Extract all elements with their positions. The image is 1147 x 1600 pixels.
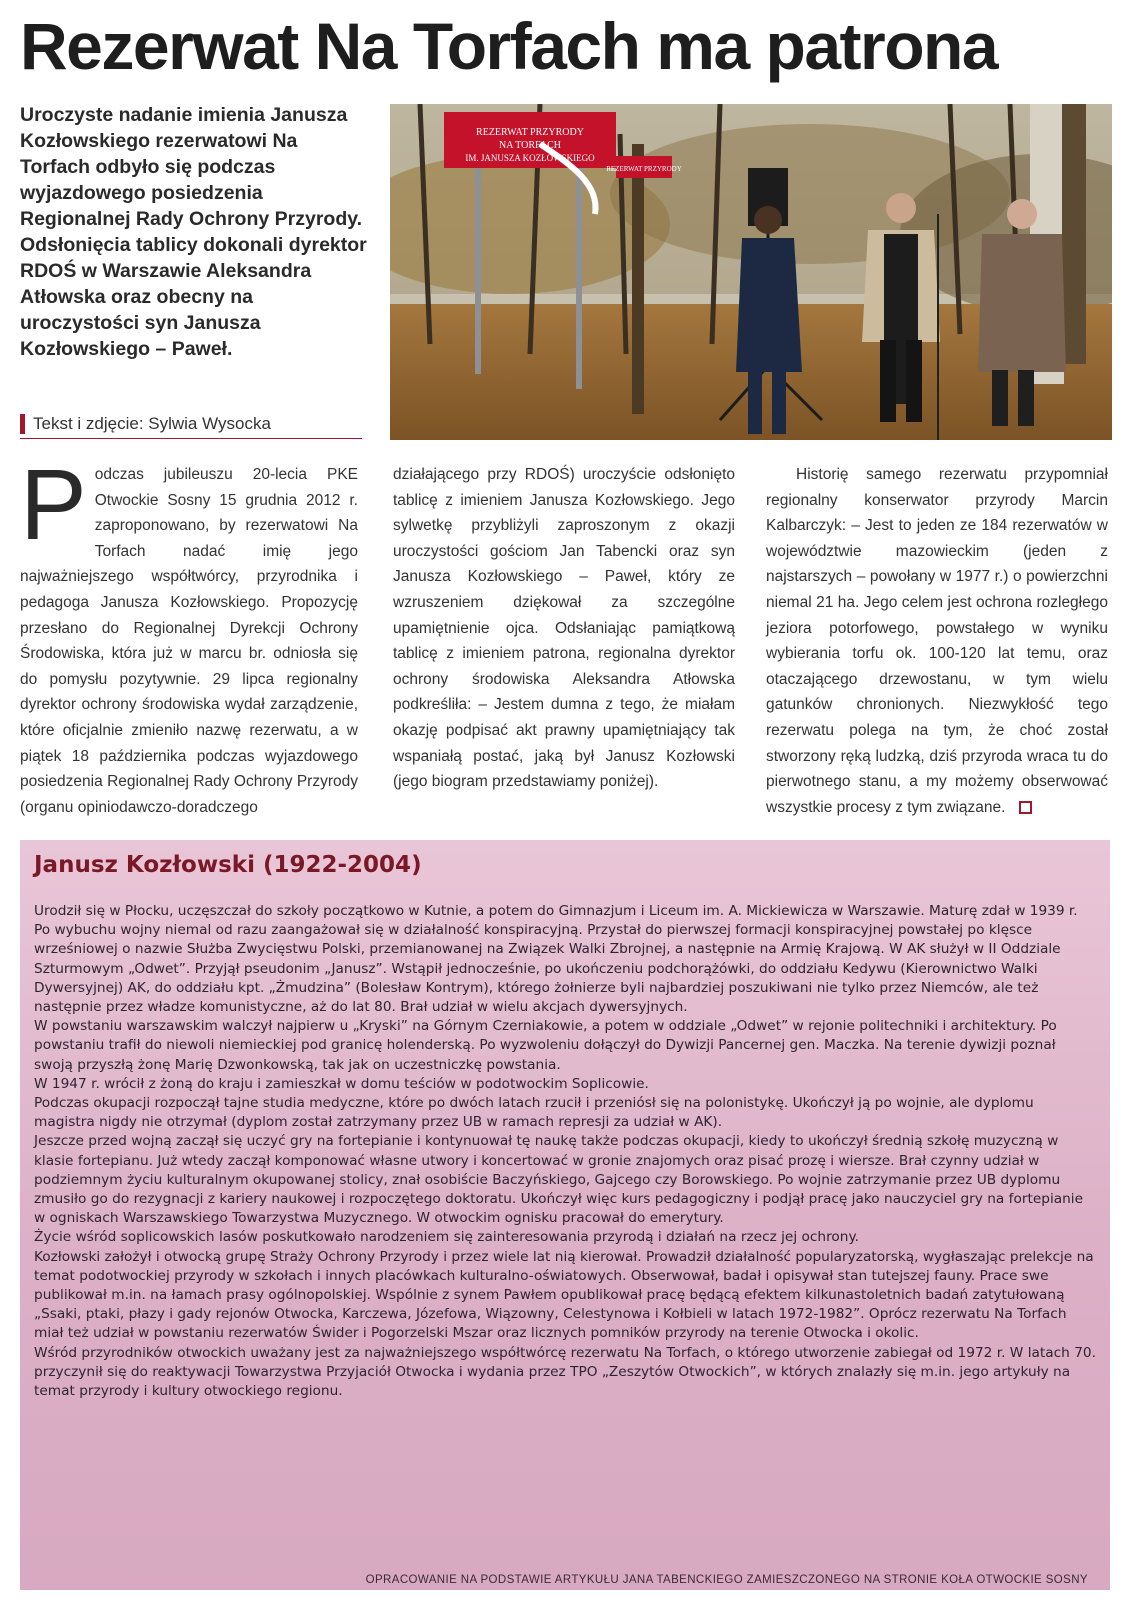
biography-source: OPRACOWANIE NA PODSTAWIE ARTYKUŁU JANA TABENCKIEGO ZAMIESZCZONEGO NA STRONIE KOŁA OTWOCKIE SOSNY bbox=[365, 1574, 1088, 1586]
biography-paragraph: Jeszcze przed wojną zaczął się uczyć gry na fortepianie i kontynuował tę naukę także podczas okupacji, kiedy to ukończył średnią szkołę muzyczną w klasie fortepianu. Już wtedy zaczął komponować własne utwory i koncertować w gronie znajomych oraz pisać prozę i wiersze. Brał czynny udział w podziemnym życiu kulturalnym okupowanej stolicy, znał osobiście Baczyńskiego, Gajcego czy Borowskiego. Po wojnie zatrzymanie przez UB dyplomu zmusiło go do rezygnacji z kariery naukowej i rozpoczętego doktoratu. Ukończył więc kurs pedagogiczny i podjął pracę jako nauczyciel gry na fortepianie w ogniskach Warszawskiego Towarzystwa Muzycznego. W otwockim ognisku pracował do emerytury. bbox=[34, 1133, 1084, 1227]
biography-paragraph: Kozłowski założył i otwocką grupę Straży Ochrony Przyrody i przez wiele lat nią kierował. Prowadził działalność popularyzatorską, wygłaszając prelekcje na temat podotwockiej przyrody w szkołach i innych placówkach kulturalno-oświatowych. Obserwował, badał i opisywał stan tutejszej fauny. Prace swe publikował m.in. na łamach prasy ogólnopolskiej. Wspólnie z synem Pawłem opublikował pracę będącą efektem kilkunastoletnich badań zatytułowaną „Ssaki, ptaki, płazy i gady rejonów Otwocka, Karczewa, Józefowa, Wiązowny, Celestynowa i Kołbieli w latach 1972-1982”. Oprócz rezerwatu Na Torfach miał też udział w powstaniu rezerwatów Świder i Pogorzelski Mszar oraz licznych pomników przyrody na terenie Otwocka i okolic. bbox=[34, 1248, 1094, 1342]
credit-marker bbox=[20, 414, 25, 434]
end-of-article-icon bbox=[1019, 801, 1032, 814]
article-column-2 bbox=[393, 462, 735, 795]
column-2-text: działającego przy RDOŚ) uroczyście odsłonięto tablicę z imieniem Janusza Kozłowskiego. Jego sylwetkę przybliżyli zaproszonym z okazji uroczystości gościom Jan Tabencki oraz syn Janusza Kozłowskiego – Paweł, który ze wzruszeniem dziękował za szczególne upamiętnienie ojca. Odsłaniając pamiątkową tablicę z imieniem patrona, regionalna dyrektor ochrony środowiska Aleksandra Atłowska podkreśliła: – Jestem dumna z tego, że miałam okazję podpisać akt prawny upamiętniający tak wspaniałą postać, jaką był Janusz Kozłowski (jego biogram przedstawiamy poniżej). bbox=[393, 466, 735, 791]
article-column-3 bbox=[766, 462, 1108, 820]
svg-text:NA TORFACH: NA TORFACH bbox=[499, 140, 561, 151]
biography-box bbox=[20, 840, 1110, 1590]
author-credit bbox=[20, 410, 362, 439]
biography-paragraph: Urodził się w Płocku, uczęszczał do szkoły początkowo w Kutnie, a potem do Gimnazjum i Liceum im. A. Mickiewicza w Warszawie. Maturę zdał w 1939 r. Po wybuchu wojny niemal od razu zaangażował się w działalność konspiracyjną. Przystał do pierwszej formacji konspiracyjnej powstałej po klęsce wrześniowej o nazwie Służba Zwycięstwu Polski, przemianowanej na Związek Walki Zbrojnej, a następnie na Armię Krajową. W AK służył w II Oddziale Szturmowym „Odwet”. Przyjął pseudonim „Janusz”. Wstąpił jednocześnie, po ukończeniu podchorążówki, do oddziału Kedywu (Kierownictwo Walki Dywersyjnej) AK, do oddziału kpt. „Żmudzina” (Bolesław Kontrym), którego żołnierze byli najbardziej poszukiwani nie tylko przez Niemców, ale też następnie przez władze komunistyczne, aż do lat 80. Brał udział w wielu akcjach dywersyjnych. bbox=[34, 903, 1078, 1016]
credit-text: Tekst i zdjęcie: Sylwia Wysocka bbox=[33, 414, 271, 433]
article-lead: Uroczyste nadanie imienia Janusza Kozłowskiego rezerwatowi Na Torfach odbyło się podczas wyjazdowego posiedzenia Regionalnej Rady Ochrony Przyrody. Odsłonięcia tablicy dokonali dyrektor RDOŚ w Warszawie Aleksandra Atłowska oraz obecny na uroczystości syn Janusza Kozłowskiego – Paweł. bbox=[20, 104, 367, 360]
biography-paragraph: Życie wśród soplicowskich lasów poskutkowało narodzeniem się zainteresowania przyrodą i działań na rzecz jej ochrony. bbox=[34, 1229, 859, 1246]
drop-cap: P bbox=[20, 449, 87, 561]
biography-title: Janusz Kozłowski (1922-2004) bbox=[34, 852, 422, 878]
biography-paragraph: Wśród przyrodników otwockich uważany jest za najważniejszego współtwórcę rezerwatu Na Torfach, o którego utworzenie zabiegał od 1972 r. W latach 70. przyczynił się do reaktywacji Towarzystwa Przyjaciół Otwocka i wydania przez TPO „Zeszytów Otwockich”, w których znalazły się m.in. jego artykuły na temat przyrody i kultury otwockiego regionu. bbox=[34, 1344, 1096, 1400]
svg-text:REZERWAT PRZYRODY: REZERWAT PRZYRODY bbox=[476, 127, 584, 138]
svg-text:REZERWAT PRZYRODY: REZERWAT PRZYRODY bbox=[606, 165, 682, 173]
biography-paragraph: W 1947 r. wrócił z żoną do kraju i zamieszkał w domu teściów w podotwockim Soplicowie. bbox=[34, 1075, 649, 1092]
article-column-1 bbox=[20, 449, 358, 820]
biography-body bbox=[34, 902, 1096, 1401]
article-photo bbox=[390, 104, 1112, 440]
article-title: Rezerwat Na Torfach ma patrona bbox=[20, 9, 998, 83]
biography-paragraph: W powstaniu warszawskim walczył najpierw u „Kryski” na Górnym Czerniakowie, a potem w oddziale „Odwet” w rejonie politechniki i architektury. Po powstaniu trafił do niewoli niemieckiej pod granicę holenderską. Po wyzwoleniu dołączył do Dywizji Pancernej gen. Maczka. Na terenie dywizji poznał swoją przyszłą żonę Marię Dzwonkowską, tak jak on uczestniczkę powstania. bbox=[34, 1018, 1057, 1073]
column-1-text: odczas jubileuszu 20-lecia PKE Otwockie Sosny 15 grudnia 2012 r. zaproponowano, by rezerwatowi Na Torfach nadać imię jego najważniejszego współtwórcy, przyrodnika i pedagoga Janusza Kozłowskiego. Propozycję przesłano do Regionalnej Dyrekcji Ochrony Środowiska, która już w marcu br. odniosła się do pomysłu pozytywnie. 29 lipca regionalny dyrektor ochrony środowiska wydał zarządzenie, które oficjalnie zmieniło nazwę rezerwatu, a w piątek 18 października podczas wyjazdowego posiedzenia Regionalnej Rady Ochrony Przyrody (organu opiniodawczo-doradczego bbox=[20, 466, 358, 816]
column-3-text: Historię samego rezerwatu przypomniał regionalny konserwator przyrody Marcin Kalbarczyk: – Jest to jeden ze 184 rezerwatów w województwie mazowieckim (jeden z najstarszych – powołany w 1977 r.) o powierzchni niemal 21 ha. Jego celem jest ochrona rozległego jeziora potorfowego, powstałego w wyniku wybierania torfu ok. 100-120 lat temu, oraz otaczającego drzewostanu, w tym wielu gatunków chronionych. Niezwykłość tego rezerwatu polega na tym, że choć został stworzony ręką ludzką, dziś przyroda wraca tu do pierwotnego stanu, a my możemy obserwować wszystkie procesy z tym związane. bbox=[766, 466, 1108, 816]
photo-illustration bbox=[390, 104, 1112, 440]
svg-text:IM. JANUSZA KOZŁOWSKIEGO: IM. JANUSZA KOZŁOWSKIEGO bbox=[465, 153, 595, 163]
biography-paragraph: Podczas okupacji rozpoczął tajne studia medyczne, które po dwóch latach rzucił i przeniósł się na polonistykę. Ukończył ją po wojnie, ale dyplomu magistra nigdy nie otrzymał (dyplom został zatrzymany przez UB w ramach represji za udział w AK). bbox=[34, 1095, 1034, 1131]
